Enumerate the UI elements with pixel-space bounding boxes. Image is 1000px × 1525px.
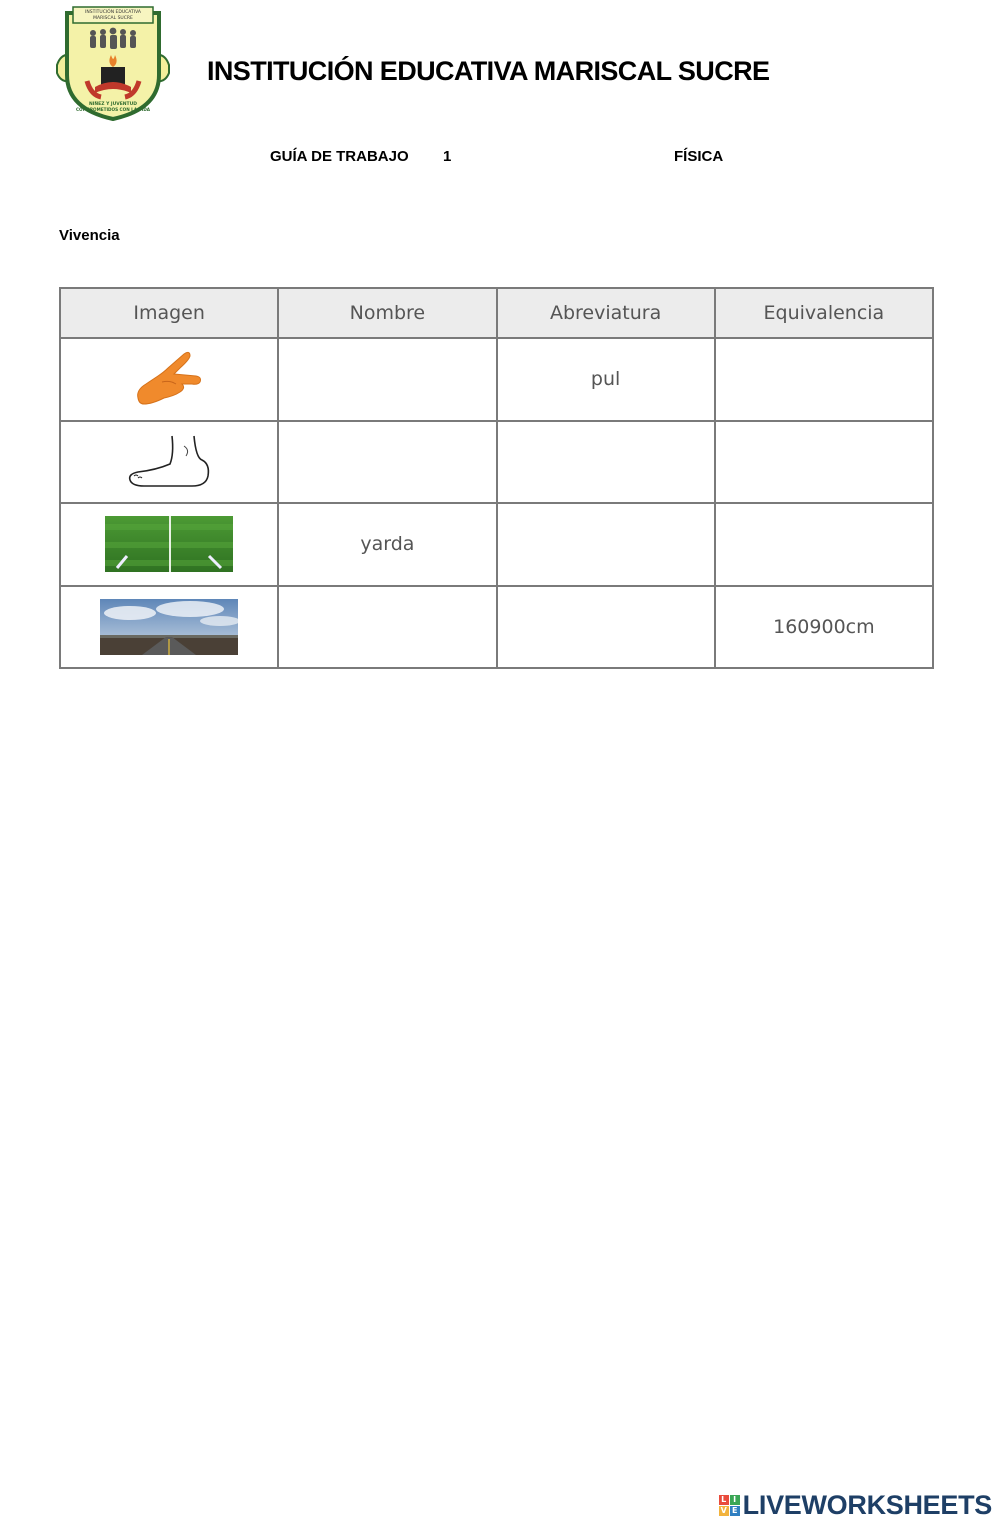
table-cell-equivalencia[interactable]: 160900cm	[715, 586, 933, 669]
table-cell-nombre[interactable]	[278, 421, 496, 504]
column-header-equivalencia: Equivalencia	[715, 288, 933, 338]
foot-icon	[126, 434, 212, 490]
badge-letter: V	[720, 1505, 727, 1515]
table-cell-equivalencia[interactable]	[715, 503, 933, 586]
hand-pointing-icon	[134, 350, 204, 408]
svg-text:NIÑEZ Y JUVENTUD: NIÑEZ Y JUVENTUD	[88, 102, 138, 107]
table-cell-abreviatura[interactable]	[497, 503, 715, 586]
column-header-abreviatura: Abreviatura	[497, 288, 715, 338]
table-row	[60, 421, 933, 504]
liveworksheets-logo	[719, 1490, 992, 1520]
units-table	[59, 287, 934, 669]
liveworksheets-brand-text: LIVEWORKSHEETS	[742, 1489, 992, 1520]
table-row	[60, 586, 933, 669]
guide-label: GUÍA DE TRABAJO	[270, 148, 409, 165]
column-header-nombre: Nombre	[278, 288, 496, 338]
table-cell-abreviatura[interactable]	[497, 586, 715, 669]
svg-text:INSTITUCIÓN EDUCATIVA: INSTITUCIÓN EDUCATIVA	[85, 10, 141, 15]
table-cell-nombre[interactable]	[278, 586, 496, 669]
school-crest-logo	[55, 5, 171, 123]
section-title: Vivencia	[59, 227, 120, 244]
subject-label: FÍSICA	[674, 148, 724, 165]
table-cell-abreviatura[interactable]	[497, 421, 715, 504]
badge-letter: E	[730, 1506, 740, 1516]
table-cell-equivalencia[interactable]	[715, 421, 933, 504]
table-cell-abreviatura[interactable]: pul	[497, 338, 715, 421]
table-row	[60, 503, 933, 586]
table-header-row	[60, 288, 933, 338]
guide-number: 1	[443, 148, 452, 165]
table-cell-image	[60, 503, 278, 586]
table-cell-image	[60, 421, 278, 504]
table-cell-nombre[interactable]: yarda	[278, 503, 496, 586]
svg-text:MARISCAL SUCRE: MARISCAL SUCRE	[93, 16, 133, 21]
table-cell-image	[60, 586, 278, 669]
column-header-imagen: Imagen	[60, 288, 278, 338]
badge-letter: L	[719, 1495, 729, 1505]
table-cell-nombre[interactable]	[278, 338, 496, 421]
road-landscape-photo	[100, 599, 238, 655]
svg-text:COMPROMETIDOS CON LA VIDA: COMPROMETIDOS CON LA VIDA	[75, 107, 151, 112]
liveworksheets-badge-icon	[719, 1495, 740, 1516]
football-field-photo	[105, 516, 233, 572]
institution-title: INSTITUCIÓN EDUCATIVA MARISCAL SUCRE	[207, 56, 770, 86]
badge-letter: I	[730, 1495, 740, 1505]
table-cell-image	[60, 338, 278, 421]
table-cell-equivalencia[interactable]	[715, 338, 933, 421]
table-row	[60, 338, 933, 421]
